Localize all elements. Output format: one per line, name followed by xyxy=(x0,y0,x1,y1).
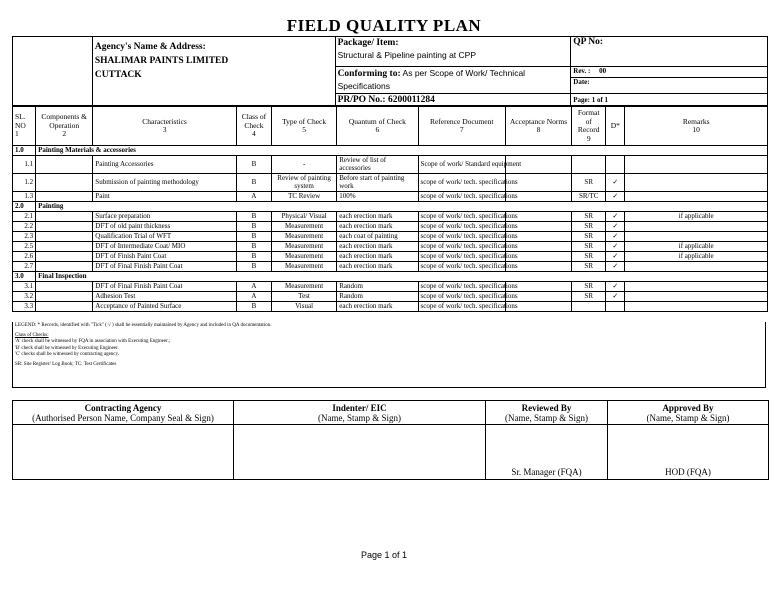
table-row xyxy=(13,292,768,302)
col-header-format xyxy=(572,107,606,146)
section-number: 2.0 xyxy=(13,202,36,212)
table-row xyxy=(13,242,768,252)
row-format: SR xyxy=(572,222,606,232)
row-sl-no: 2.7 xyxy=(13,262,36,272)
row-type: Test xyxy=(271,292,336,302)
col-characteristics-num: 3 xyxy=(162,125,167,134)
row-reference: scope of work/ tech. specifications xyxy=(418,292,505,302)
col-header-characteristics xyxy=(93,107,237,146)
row-class: B xyxy=(236,222,271,232)
row-sl-no: 2.1 xyxy=(13,212,36,222)
conforming-value: As per Scope of Work/ Technical Specifications xyxy=(337,68,526,91)
date-label: Date: xyxy=(573,78,590,86)
row-characteristic: Qualification Trial of WFT xyxy=(93,232,237,242)
table-row xyxy=(13,262,768,272)
row-format xyxy=(572,302,606,312)
row-tick: ✓ xyxy=(606,174,625,192)
row-remarks: if applicable xyxy=(625,212,768,222)
row-quantum: each erection mark xyxy=(337,252,418,262)
row-quantum: Random xyxy=(337,292,418,302)
conforming-cell xyxy=(335,67,571,94)
row-component xyxy=(36,156,93,174)
document-title: FIELD QUALITY PLAN xyxy=(286,16,482,35)
contracting-sign-space xyxy=(13,425,234,480)
row-reference: Scope of work/ Standard equipment xyxy=(418,156,505,174)
row-class: A xyxy=(236,282,271,292)
signature-table xyxy=(12,400,769,480)
row-component xyxy=(36,242,93,252)
row-sl-no: 3.3 xyxy=(13,302,36,312)
col-header-acceptance xyxy=(505,107,571,146)
row-class: B xyxy=(236,262,271,272)
section-title: Final Inspection xyxy=(36,272,768,282)
contracting-title: Contracting Agency xyxy=(84,402,162,413)
column-header-row xyxy=(13,107,768,146)
row-characteristic: Painting Accessories xyxy=(93,156,237,174)
row-type: Review of painting system xyxy=(271,174,336,192)
row-component xyxy=(36,282,93,292)
col-header-type xyxy=(271,107,336,146)
row-type: Visual xyxy=(271,302,336,312)
col-reference-name: Reference Document xyxy=(429,116,494,126)
row-tick: ✓ xyxy=(606,192,625,202)
row-type: Measurement xyxy=(271,222,336,232)
row-quantum: each erection mark xyxy=(337,212,418,222)
rev-date-cell xyxy=(571,67,768,94)
row-characteristic: DFT of Final Finish Paint Coat xyxy=(93,282,237,292)
row-component xyxy=(36,174,93,192)
row-component xyxy=(36,302,93,312)
agency-city: CUTTACK xyxy=(94,70,142,80)
row-type: Measurement xyxy=(271,262,336,272)
table-row xyxy=(13,252,768,262)
contracting-sub: (Authorised Person Name, Company Seal & Sign) xyxy=(32,412,214,423)
section-row xyxy=(13,146,768,156)
row-tick xyxy=(606,156,625,174)
col-quantum-name: Quantum of Check xyxy=(348,116,406,126)
row-sl-no: 3.1 xyxy=(13,282,36,292)
row-quantum: 100% xyxy=(337,192,418,202)
row-component xyxy=(36,192,93,202)
row-remarks: if applicable xyxy=(625,252,768,262)
row-tick: ✓ xyxy=(606,252,625,262)
row-tick: ✓ xyxy=(606,292,625,302)
reviewed-title: Reviewed By xyxy=(521,402,572,413)
col-type-num: 5 xyxy=(302,125,306,134)
row-type: Measurement xyxy=(271,282,336,292)
package-cell xyxy=(335,37,571,67)
row-type: Measurement xyxy=(271,252,336,262)
col-component-name: Components & Operation xyxy=(41,112,87,130)
row-characteristic: Surface preparation xyxy=(93,212,237,222)
col-format-num: 9 xyxy=(586,133,591,143)
row-reference: scope of work/ tech. specifications xyxy=(418,192,505,202)
header-blank-cell xyxy=(13,37,93,106)
row-sl-no: 1.3 xyxy=(13,192,36,202)
contracting-agency-header xyxy=(13,401,234,425)
col-header-sl xyxy=(13,107,36,146)
col-type-name: Type of Check xyxy=(282,116,327,126)
row-class: B xyxy=(236,302,271,312)
col-class-num: 4 xyxy=(252,129,256,139)
row-type: Physical/ Visual xyxy=(271,212,336,222)
row-format: SR xyxy=(572,212,606,222)
row-class: B xyxy=(236,174,271,192)
row-reference: scope of work/ tech. specifications xyxy=(418,302,505,312)
row-characteristic: Adhesion Test xyxy=(93,292,237,302)
col-acceptance-num: 8 xyxy=(536,125,541,134)
row-type: Measurement xyxy=(271,242,336,252)
page-count: Page: 1 of 1 xyxy=(571,94,768,106)
row-component xyxy=(36,292,93,302)
legend-line: 'C' checks shall be witnessed by contracting agency. xyxy=(15,352,119,357)
row-quantum: Before start of painting work xyxy=(337,174,418,192)
table-row xyxy=(13,212,768,222)
row-class: A xyxy=(236,292,271,302)
row-remarks: if applicable xyxy=(625,242,768,252)
row-characteristic: Paint xyxy=(93,192,237,202)
row-reference: scope of work/ tech. specifications xyxy=(418,212,505,222)
legend-line: 'B' check shall be witnessed by Executing Engineer. xyxy=(15,345,119,351)
col-characteristics-name: Characteristics xyxy=(142,116,187,126)
row-remarks xyxy=(625,282,768,292)
legend-line: LEGEND: * Records, identified with "Tick" ( √ ) shall be essentially maintained by Agency and included in QA documentation. xyxy=(15,323,272,328)
row-tick: ✓ xyxy=(606,262,625,272)
col-reference-num: 7 xyxy=(459,125,464,134)
legend-line: SR: Site Register/ Log Book; TC: Test Certificates xyxy=(15,361,117,367)
row-sl-no: 1.1 xyxy=(13,156,36,174)
row-format: SR xyxy=(572,282,606,292)
row-characteristic: Submission of painting methodology xyxy=(93,174,237,192)
row-quantum: each erection mark xyxy=(337,262,418,272)
rev-value: 00 xyxy=(599,67,607,75)
row-format: SR xyxy=(572,174,606,192)
row-tick xyxy=(606,302,625,312)
row-quantum: Random xyxy=(337,282,418,292)
indenter-sub: (Name, Stamp & Sign) xyxy=(318,412,401,423)
agency-label: Agency's Name & Address: xyxy=(94,42,206,52)
package-value: Structural & Pipeline painting at CPP xyxy=(337,50,476,60)
row-reference: scope of work/ tech. specifications xyxy=(418,232,505,242)
page-footer: Page 1 of 1 xyxy=(360,550,408,560)
approved-role: HOD (FQA) xyxy=(608,425,769,480)
row-type: - xyxy=(271,156,336,174)
row-remarks xyxy=(625,302,768,312)
col-remarks-num: 10 xyxy=(692,125,700,134)
row-remarks xyxy=(625,156,768,174)
row-characteristic: DFT of Final Finish Paint Coat xyxy=(93,262,237,272)
rev-label: Rev. : xyxy=(573,67,591,75)
table-row xyxy=(13,232,768,242)
row-characteristic: Acceptance of Painted Surface xyxy=(93,302,237,312)
table-row xyxy=(13,156,768,174)
row-characteristic: DFT of Intermediate Coat/ MIO xyxy=(93,242,237,252)
row-tick: ✓ xyxy=(606,242,625,252)
agency-name: SHALIMAR PAINTS LIMITED xyxy=(94,56,229,66)
row-sl-no: 2.6 xyxy=(13,252,36,262)
row-reference: scope of work/ tech. specifications xyxy=(418,252,505,262)
row-remarks xyxy=(625,174,768,192)
row-characteristic: DFT of Finish Paint Coat xyxy=(93,252,237,262)
col-header-component xyxy=(36,107,93,146)
col-format-name: Format of Record xyxy=(577,108,600,134)
row-remarks xyxy=(625,222,768,232)
row-quantum: each erection mark xyxy=(337,242,418,252)
row-reference: scope of work/ tech. specifications xyxy=(418,242,505,252)
indenter-header xyxy=(234,401,486,425)
row-class: B xyxy=(236,232,271,242)
row-remarks xyxy=(625,232,768,242)
row-class: B xyxy=(236,212,271,222)
row-remarks xyxy=(625,262,768,272)
section-row xyxy=(13,272,768,282)
row-class: B xyxy=(236,242,271,252)
row-quantum: Review of list of accessories xyxy=(337,156,418,174)
reviewed-sub: (Name, Stamp & Sign) xyxy=(505,412,588,423)
row-component xyxy=(36,232,93,242)
approved-sub: (Name, Stamp & Sign) xyxy=(646,412,730,423)
row-tick: ✓ xyxy=(606,212,625,222)
approved-title: Approved By xyxy=(662,402,714,413)
approved-header xyxy=(608,401,769,425)
row-format: SR xyxy=(572,242,606,252)
indenter-sign-space xyxy=(234,425,486,480)
row-component xyxy=(36,212,93,222)
row-class: A xyxy=(236,192,271,202)
reviewed-header xyxy=(486,401,608,425)
row-reference: scope of work/ tech. specifications xyxy=(418,282,505,292)
table-row xyxy=(13,174,768,192)
row-format: SR xyxy=(572,232,606,242)
table-row xyxy=(13,302,768,312)
reviewed-role: Sr. Manager (FQA) xyxy=(486,425,608,480)
legend-class-title: Class of Checks: xyxy=(15,332,49,338)
section-title: Painting xyxy=(36,202,768,212)
row-sl-no: 1.2 xyxy=(13,174,36,192)
col-sl-num: 1 xyxy=(15,129,19,139)
row-quantum: each coat of painting xyxy=(337,232,418,242)
row-sl-no: 2.5 xyxy=(13,242,36,252)
agency-cell xyxy=(92,37,335,106)
row-type: Measurement xyxy=(271,232,336,242)
row-format: SR xyxy=(572,252,606,262)
col-class-name: Class of Check xyxy=(241,112,267,130)
col-header-d: D* xyxy=(606,107,625,146)
row-tick: ✓ xyxy=(606,232,625,242)
section-title: Painting Materials & accessories xyxy=(36,146,768,156)
row-format: SR xyxy=(572,262,606,272)
legend-block xyxy=(12,322,766,388)
package-label: Package/ Item: xyxy=(337,38,399,48)
row-characteristic: DFT of old paint thickness xyxy=(93,222,237,232)
row-format: SR xyxy=(572,292,606,302)
col-header-remarks xyxy=(625,107,768,146)
row-sl-no: 2.2 xyxy=(13,222,36,232)
col-acceptance-name: Acceptance Norms xyxy=(509,116,568,126)
col-header-reference xyxy=(418,107,505,146)
row-type: TC Review xyxy=(271,192,336,202)
header-block xyxy=(12,36,768,106)
row-tick: ✓ xyxy=(606,222,625,232)
table-row xyxy=(13,222,768,232)
table-row xyxy=(13,282,768,292)
section-row xyxy=(13,202,768,212)
row-quantum: each erection mark xyxy=(337,222,418,232)
table-row xyxy=(13,192,768,202)
row-remarks xyxy=(625,292,768,302)
prpo-number: PR/PO No.: 6200011284 xyxy=(335,94,571,106)
row-component xyxy=(36,262,93,272)
row-remarks xyxy=(625,192,768,202)
indenter-title: Indenter/ EIC xyxy=(332,402,387,413)
row-format xyxy=(572,156,606,174)
row-reference: scope of work/ tech. specifications xyxy=(418,222,505,232)
row-reference: scope of work/ tech. specifications xyxy=(418,262,505,272)
qp-no: QP No: xyxy=(571,37,768,67)
section-number: 3.0 xyxy=(13,272,36,282)
section-number: 1.0 xyxy=(13,146,36,156)
row-quantum: each erection mark xyxy=(337,302,418,312)
row-reference: scope of work/ tech. specifications xyxy=(418,174,505,192)
row-sl-no: 2.3 xyxy=(13,232,36,242)
col-header-quantum xyxy=(337,107,418,146)
row-class: B xyxy=(236,156,271,174)
col-sl-name: SL. NO xyxy=(15,112,26,130)
legend-line: 'A' check shall be witnessed by FQA in association with Executing Engineer.; xyxy=(15,339,171,344)
row-component xyxy=(36,252,93,262)
row-component xyxy=(36,222,93,232)
col-quantum-num: 6 xyxy=(375,125,380,134)
row-tick: ✓ xyxy=(606,282,625,292)
col-header-class xyxy=(236,107,271,146)
row-format: SR/TC xyxy=(572,192,606,202)
row-class: B xyxy=(236,252,271,262)
rev-line xyxy=(571,67,767,78)
quality-plan-table xyxy=(12,106,768,312)
col-remarks-name: Remarks xyxy=(682,116,710,126)
row-sl-no: 3.2 xyxy=(13,292,36,302)
conforming-label: Conforming to: xyxy=(337,69,401,79)
col-component-num: 2 xyxy=(62,129,67,139)
